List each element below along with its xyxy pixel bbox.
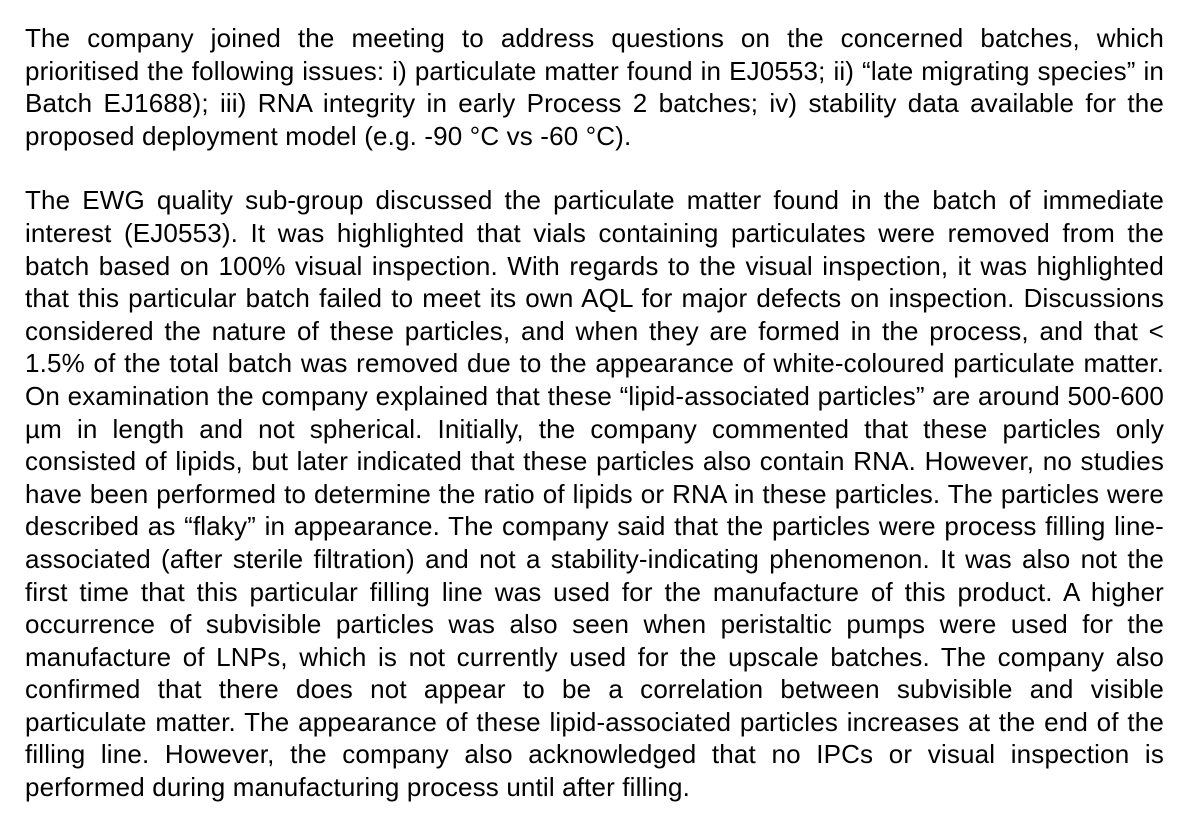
paragraph-meeting-issues: The company joined the meeting to address questions on the concerned batches, which prioritised the following issues: i) particulate matter found in EJ0553; ii) “late migrating species” in Batch EJ1688); iii) RNA integrity in early Process 2 batches; iv) stability data available for the proposed deployment model (e.g. -90 °C vs -60 °C). [25, 23, 1164, 151]
paragraph-particulate-discussion: The EWG quality sub-group discussed the particulate matter found in the batch of immediate interest (EJ0553). It was highlighted that vials containing particulates were removed from the batch based on 100% visual inspection. With regards to the visual inspection, it was highlighted that this particular batch failed to meet its own AQL for major defects on inspection. Discussions considered the nature of these particles, and when they are formed in the process, and that < 1.5% of the total batch was removed due to the appearance of white-coloured particulate matter. On examination the company explained that these “lipid-associated particles” are around 500-600 µm in length and not spherical. Initially, the company commented that these particles only consisted of lipids, but later indicated that these particles also contain RNA. However, no studies have been performed to determine the ratio of lipids or RNA in these particles. The particles were described as “flaky” in appearance. The company said that the particles were process filling line-associated (after sterile filtration) and not a stability-indicating phenomenon. It was also not the first time that this particular filling line was used for the manufacture of this product. A higher occurrence of subvisible particles was also seen when peristaltic pumps were used for the manufacture of LNPs, which is not currently used for the upscale batches. The company also confirmed that there does not appear to be a correlation between subvisible and visible particulate matter. The appearance of these lipid-associated particles increases at the end of the filling line. However, the company also acknowledged that no IPCs or visual inspection is performed during manufacturing process until after filling. [25, 185, 1164, 803]
